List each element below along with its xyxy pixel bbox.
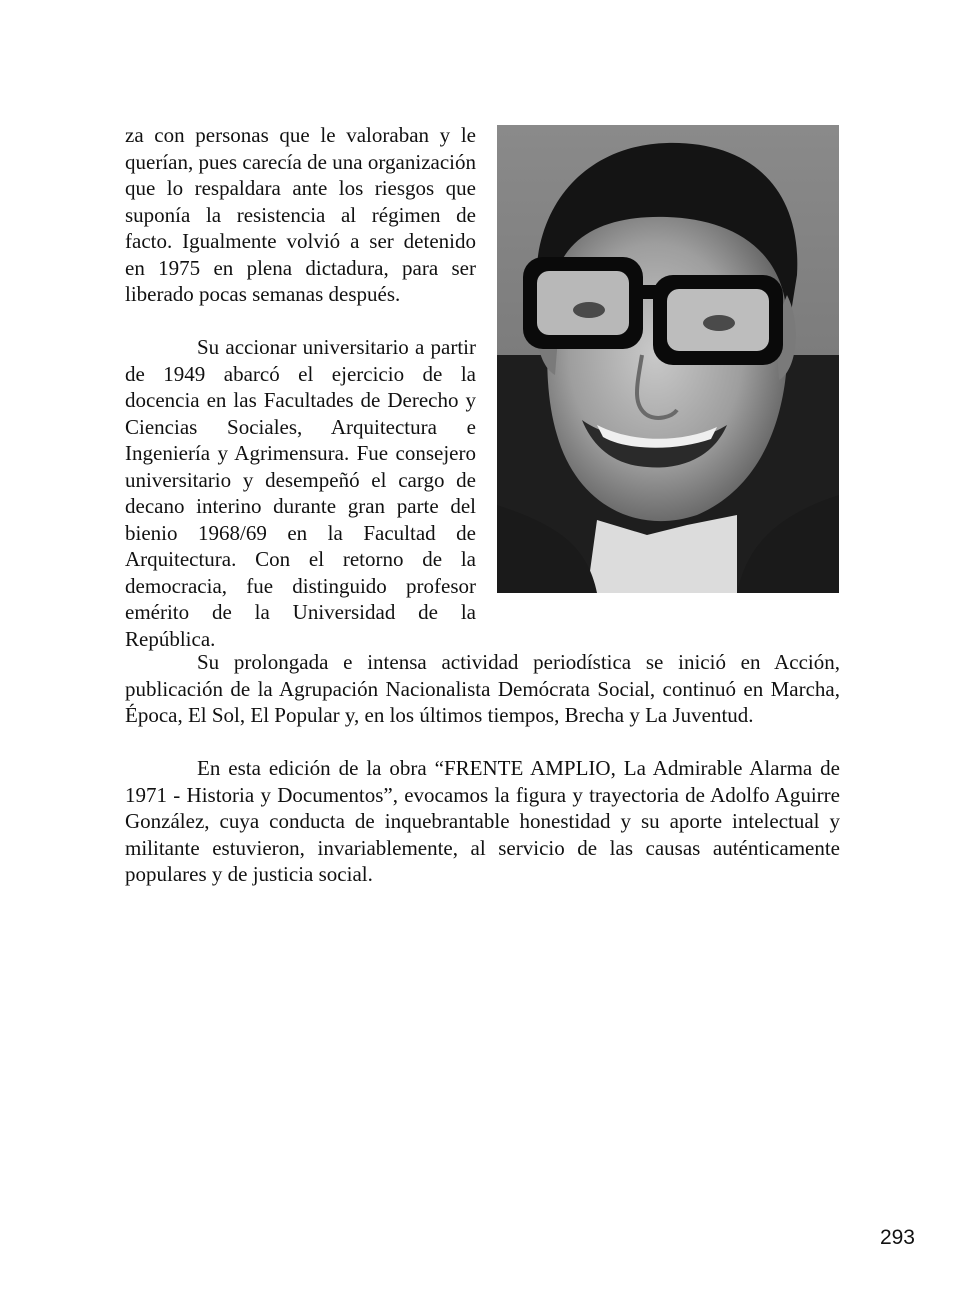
narrow-text-column: [125, 122, 476, 652]
full-width-text: [125, 649, 840, 888]
portrait-photo: [497, 125, 839, 593]
paragraph-journalism: Su prolongada e intensa actividad periodística se inició en Acción, publicación de la Agrupación Nacionalista Demócrata Social, continuó en Marcha, Época, El Sol, El Popular y, en los últimos tiempos, Brecha y La Juventud.: [125, 650, 840, 727]
paragraph-detention: za con personas que le valoraban y le querían, pues carecía de una organización que lo respaldara ante los riesgos que suponía la resistencia al régimen de facto. Igualmente volvió a ser detenido en 1975 en plena dictadura, para ser liberado pocas semanas después.: [125, 123, 476, 306]
page-number: 293: [879, 1226, 915, 1249]
paragraph-university: Su accionar universitario a partir de 1949 abarcó el ejercicio de la docencia en las Facultades de Derecho y Ciencias Sociales, Arquitectura e Ingeniería y Agrimensura. Fue consejero universitario y desempeñó el cargo de decano interino durante gran parte del bienio 1968/69 en la Facultad de Arquitectura. Con el retorno de la democracia, fue distinguido profesor emérito de la Universidad de la República.: [125, 335, 476, 651]
paragraph-edition: En esta edición de la obra “FRENTE AMPLIO, La Admirable Alarma de 1971 - Historia y Documentos”, evocamos la figura y trayectoria de Adolfo Aguirre González, cuya conducta de inquebrantable honestidad y su aporte intelectual y militante estuvieron, invariablemente, al servicio de las causas auténticamente populares y de justicia social.: [125, 756, 840, 886]
